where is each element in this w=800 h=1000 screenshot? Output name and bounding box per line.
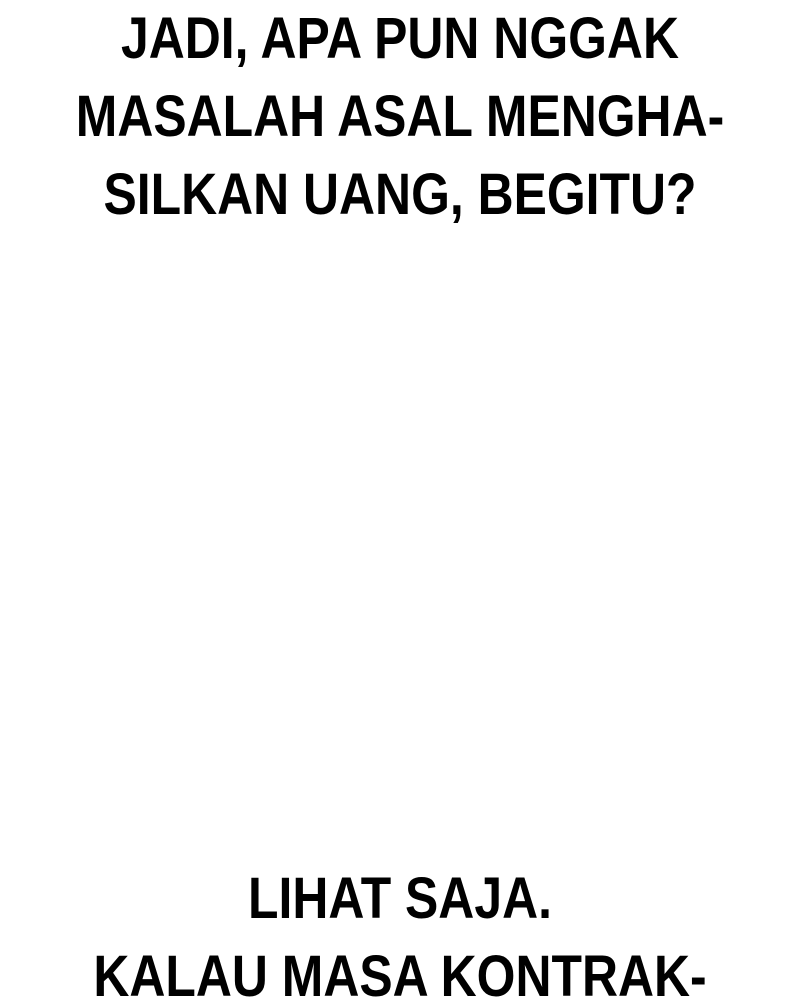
dialogue-text-bottom	[56, 860, 744, 1000]
dialogue-line: LIHAT SAJA.	[248, 866, 552, 931]
dialogue-text-top	[56, 0, 744, 234]
dialogue-line: MASALAH ASAL MENGHA-	[75, 84, 725, 149]
dialogue-line: SILKAN UANG, BEGITU?	[103, 162, 697, 227]
dialogue-line: JADI, APA PUN NGGAK	[121, 6, 679, 71]
dialogue-line: KALAU MASA KONTRAK-	[93, 944, 707, 1000]
